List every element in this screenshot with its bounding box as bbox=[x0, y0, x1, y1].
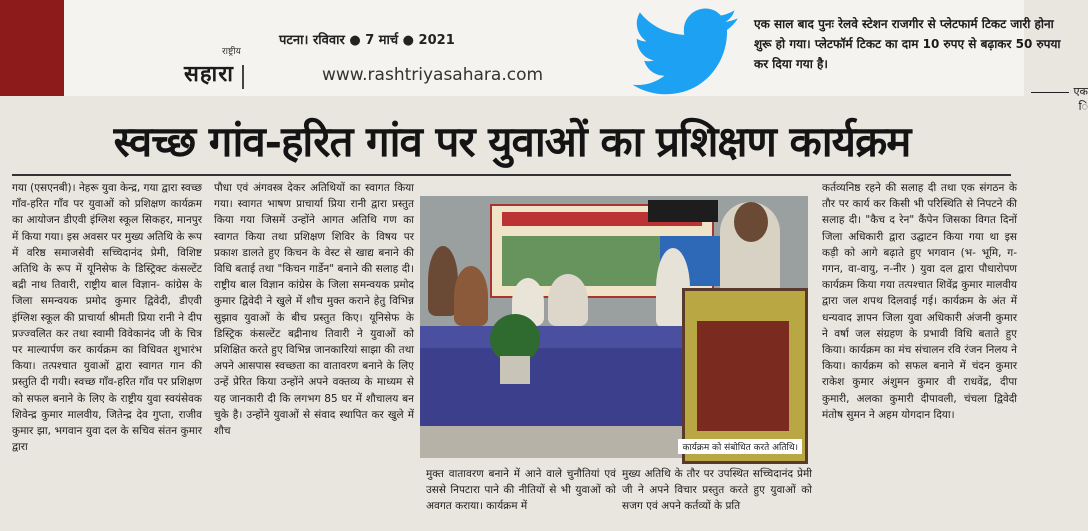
logo-text: सहारा bbox=[184, 61, 234, 87]
podium bbox=[682, 288, 808, 464]
article-column-5: कर्तव्यनिष्ठ रहने की सलाह दी तथा एक संगठन के तौर पर कार्य कर किसी भी परिस्थिति से निपटने की सलाह दी। "कैच द रेन" कैंपेन जिसका विगत दिनों जिला अधिकारी द्वारा उद्घाटन किया गया था इस कड़ी को आगे बढ़ाते हुए भगवान (भ- भूमि, ग-गगन, वा-वायु, न-नीर ) युवा दल द्वारा पौधारोपण कार्यक्रम किया गया तत्पश्चात शिवेंद्र कुमार मालवीय द्वारा जल शपथ दिलवाई गई। कार्यक्रम के अंत में धन्यवाद ज्ञापन जिला युवा अधिकारी अंजनी कुमार ने वर्षा जल संग्रहण के प्रभावी विधि बताते हुए किया। कार्यक्रम का मंच संचालन रवि रंजन निलय ने किया। कार्यक्रम को सफल बनाने में चंदन कुमार राकेश कुमार अंशुमन कुमार वी राधवेंद्र, दीपा कुमारी, अलका कुमारी दीपावली, चंचला द्विवेदी मंतोष सुमन ने अहम योगदान दिया। bbox=[822, 182, 1017, 421]
headline-rule bbox=[12, 174, 1011, 176]
person-figure bbox=[454, 266, 488, 326]
cut-right-text: एक ि bbox=[1022, 84, 1088, 114]
logo-small-text: राष्ट्रीय bbox=[222, 47, 241, 57]
tweet-text: एक साल बाद पुनः रेलवे स्टेशन राजगीर से प्लेटफार्म टिकट जारी होना शुरू हो गया। प्लेटफॉर्म टिकट का दाम 10 रुपए से बढ़ाकर 50 रुपया कर दिया गया है। bbox=[754, 17, 1061, 71]
dateline: पटना। रविवार ● 7 मार्च ● 2021 bbox=[279, 33, 455, 48]
table-edge bbox=[420, 326, 690, 348]
masthead-logo bbox=[184, 47, 250, 89]
article-column-4: मुख्य अतिथि के तौर पर उपस्थित सच्चिदानंद प्रेमी जी ने अपने विचार प्रस्तुत करते हुए युवाओं को सजग एवं अपने कर्तव्यों के प्रति bbox=[622, 468, 812, 513]
speaker-head bbox=[734, 202, 768, 242]
plant-pot bbox=[500, 356, 530, 384]
person-figure bbox=[548, 274, 588, 326]
masthead-red-bar bbox=[0, 0, 64, 96]
article-headline: स्वच्छ गांव-हरित गांव पर युवाओं का प्रशिक्षण कार्यक्रम bbox=[113, 117, 911, 166]
twitter-bird-icon bbox=[629, 8, 744, 96]
tv-screen bbox=[648, 200, 718, 222]
website-url: www.rashtriyasahara.com bbox=[322, 65, 544, 85]
photo-caption: कार्यक्रम को संबोधित करते अतिथि। bbox=[678, 439, 802, 454]
event-photo bbox=[420, 196, 808, 458]
article-column-2: पौधा एवं अंगवस्त्र देकर अतिथियों का स्वागत किया गया। स्वागत भाषण प्राचार्या प्रिया रानी द्वारा प्रस्तुत किया गया जिसमें उन्होंने आगत अतिथि गण का स्वागत किया तथा प्रशिक्षण शिविर के विषय पर प्रकाश डालते हुए किचन के वेस्ट से खाद्य बनाने की विधि बताई तथा "किचन गार्डेन" बनाने की सलाह दी। राष्ट्रीय बाल विज्ञान कांग्रेस के जिला समन्वयक प्रमोद कुमार द्विवेदी ने खुले में शौच मुक्त कराने हेतु विभिन्न सुझाव युवाओं के बीच प्रस्तुत किए। यूनिसेफ के डिस्ट्रिक कंसल्टेंट बद्रीनाथ तिवारी ने युवाओं को प्रशिक्षित करते हुए विभिन्न जानकारियां साझा की तथा अपने आसपास स्वच्छता का वातावरण बनाने के लिए उन्हें प्रेरित किया उन्होंने अपने वक्तव्य के माध्यम से यह जानकारी दी कि लगभग 85 घर में शौचालय बन चुके है। उन्होंने युवाओं से संवाद स्थापित कर खुले में शौच bbox=[214, 182, 414, 438]
article-column-3: मुक्त वातावरण बनाने में आने वाले चुनौतियां एवं उससे निपटारा पाने की नीतियों से भी युवाओं को अवगत कराया। कार्यक्रम में bbox=[426, 468, 616, 513]
newspaper-header bbox=[64, 0, 1088, 113]
article-column-1: गया (एसएनबी)। नेहरू युवा केन्द्र, गया द्वारा स्वच्छ गाँव-हरित गाँव पर युवाओं को प्रशिक्षण कार्यक्रम का आयोजन डीएवी इंग्लिश स्कूल सिकहर, मानपुर में किया गया। इस अवसर पर मुख्य अतिथि के रूप में वरिष्ठ समाजसेवी सच्चिदानंद प्रेमी, विशिष्ट अतिथि के रूप में यूनिसेफ के डिस्ट्रिक्ट कंसल्टेंट बद्री नाथ तिवारी, राष्ट्रीय बाल विज्ञान- कांग्रेस के जिला समन्वयक प्रमोद कुमार द्विवेदी, डीएवी इंग्लिश स्कूल की प्राचार्या श्रीमती प्रिया रानी ने दीप प्रज्ज्वलित कर तथा स्वामी विवेकानंद जी के चित्र पर माल्यार्पण कर कार्यक्रम का विधिवत शुभारंभ किया। तत्पश्चात युवाओं द्वारा स्वागत गान की प्रस्तुति दी गयी। स्वच्छ गाँव-हरित गाँव पर प्रशिक्षण को सफल बनाने के लिए के राष्ट्रीय युवा स्वयंसेवक शिवेन्द्र कुमार मालवीय, जितेन्द्र देव गुप्ता, राजीव कुमार झा, भगवान युवा दल के सचिव संतन कुमार द्वारा bbox=[12, 182, 202, 454]
logo-separator bbox=[242, 65, 244, 89]
